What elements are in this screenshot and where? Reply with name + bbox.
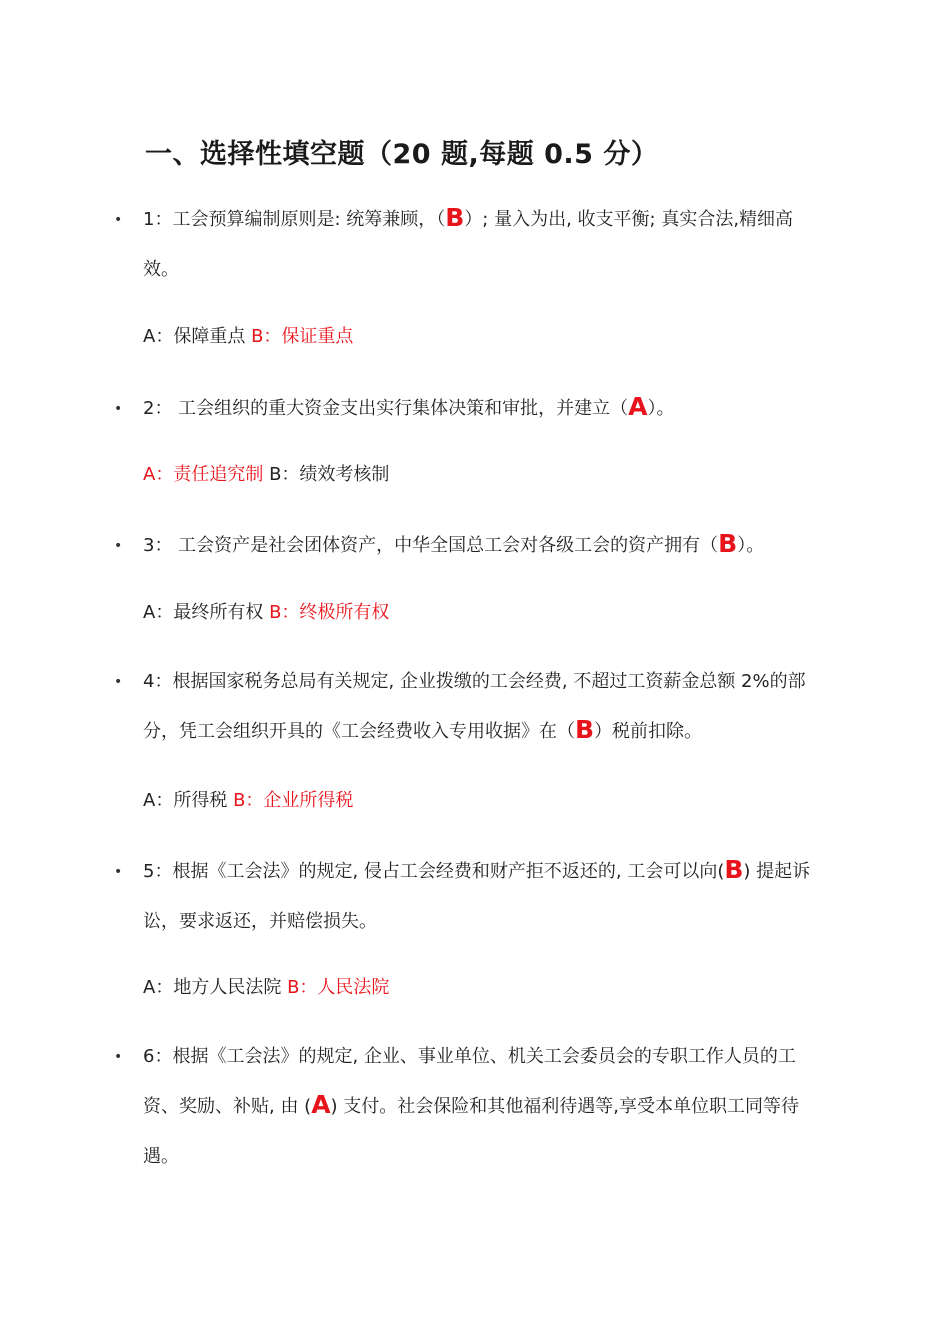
question-text: 6：根据《工会法》的规定, 企业、事业单位、机关工会委员会的专职工作人员的工资、奖励、补贴, 由 ( [143,1046,796,1117]
question-4 [114,657,811,757]
question-2 [114,384,811,434]
bullet-icon: • [114,212,123,228]
question-text: ）。 [647,398,675,419]
options-3 [143,598,389,628]
options-4 [143,786,353,816]
question-text: ）。 [737,535,765,556]
question-text: 1：工会预算编制原则是: 统筹兼顾，（ [143,209,446,230]
bullet-icon: • [114,674,123,690]
option-b-correct: B：人民法院 [287,977,390,998]
answer-letter: A [628,392,648,421]
option-a: A：地方人民法院 [143,977,282,998]
answer-letter: B [575,715,595,744]
question-text: 5：根据《工会法》的规定, 侵占工会经费和财产拒不返还的, 工会可以向( [143,861,725,882]
option-a: A：所得税 [143,790,228,811]
option-b-correct: B：终极所有权 [269,602,390,623]
option-b-correct: B：企业所得税 [233,790,354,811]
question-text: ）税前扣除。 [594,721,703,742]
options-2 [143,460,389,490]
options-1 [143,322,353,352]
question-5 [114,847,811,947]
question-6 [114,1032,811,1182]
bullet-icon: • [114,1049,123,1065]
question-text: 4：根据国家税务总局有关规定, 企业拨缴的工会经费, 不超过工资薪金总额 2%的部分，凭工会组织开具的《工会经费收入专用收据》在（ [143,671,806,742]
answer-letter: A [311,1090,331,1119]
answer-letter: B [724,855,744,884]
option-b: B：绩效考核制 [269,464,390,485]
option-a-correct: A：责任追究制 [143,464,264,485]
question-text: 2： 工会组织的重大资金支出实行集体决策和审批，并建立（ [143,398,629,419]
question-text: ) 提起诉讼，要求返还，并赔偿损失。 [143,861,811,932]
question-3 [114,521,811,571]
question-1 [114,195,811,295]
bullet-icon: • [114,538,123,554]
option-a: A：保障重点 [143,326,246,347]
options-5 [143,973,389,1003]
bullet-icon: • [114,864,123,880]
section-title: 一、选择性填空题（20 题,每题 0.5 分） [145,139,659,170]
bullet-icon: • [114,401,123,417]
question-text: 3： 工会资产是社会团体资产，中华全国总工会对各级工会的资产拥有（ [143,535,719,556]
option-a: A：最终所有权 [143,602,264,623]
option-b-correct: B：保证重点 [251,326,354,347]
question-text: ）; 量入为出, 收支平衡; 真实合法,精细高效。 [143,209,794,280]
answer-letter: B [718,529,738,558]
question-text: ) 支付。社会保险和其他福利待遇等,享受本单位职工同等待遇。 [143,1096,800,1167]
answer-letter: B [445,203,465,232]
